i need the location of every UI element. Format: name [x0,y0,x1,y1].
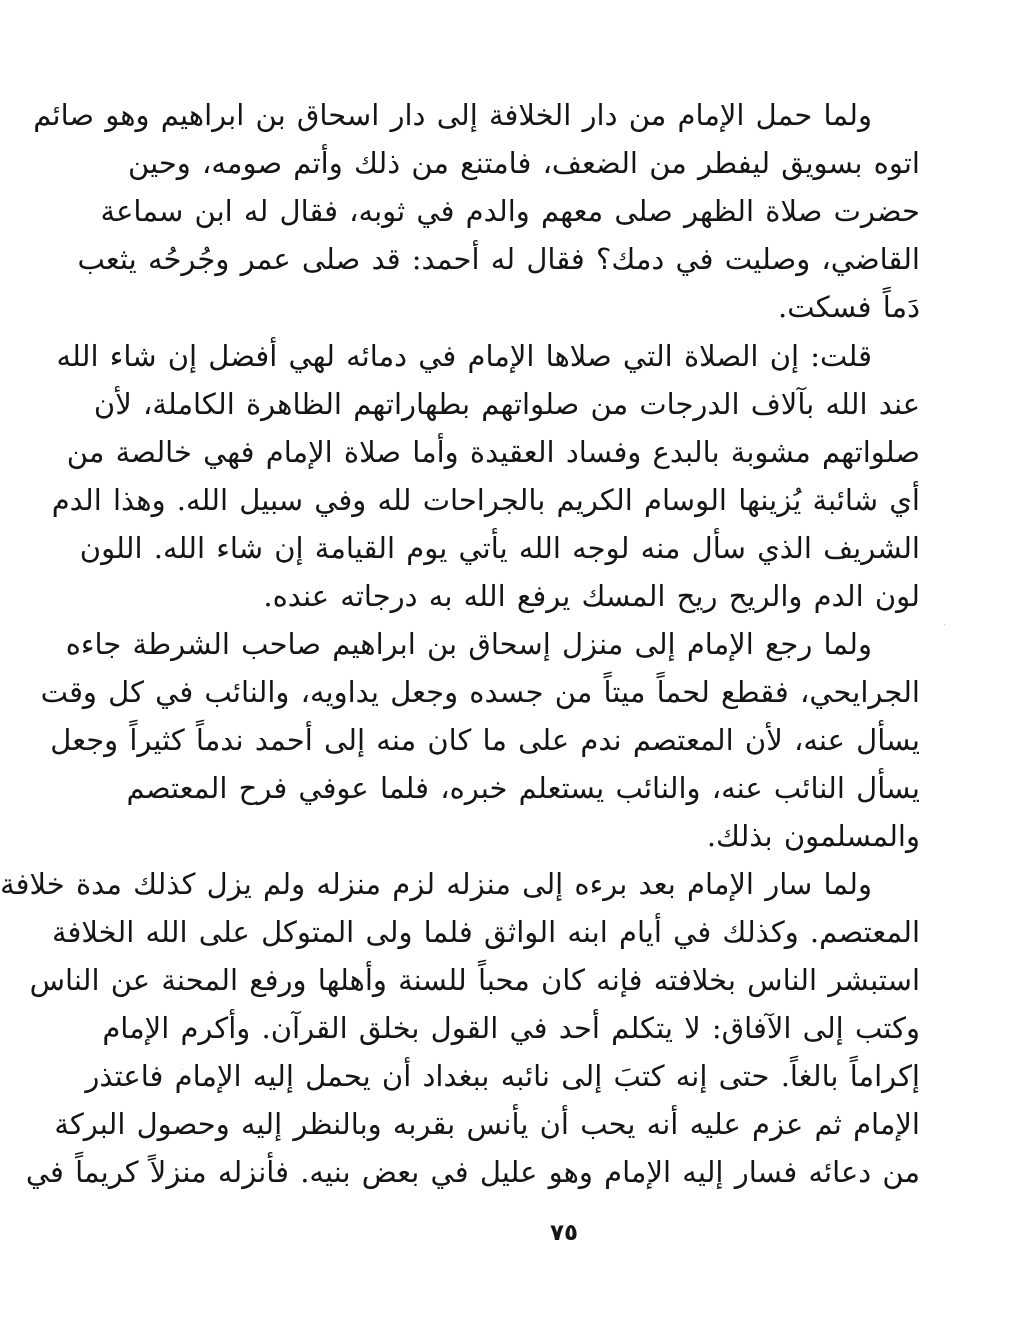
paragraph-4-line-2: المعتصم. وكذلك في أيام ابنه الواثق فلما ولى المتوكل على الله الخلافة [51,915,920,949]
page-number: ٧٥ [549,1220,579,1246]
paragraph-1-line-2: اتوه بسويق ليفطر من الضعف، فامتنع من ذلك وأتم صومه، وحين [128,146,920,180]
paragraph-1-line-3: حضرت صلاة الظهر صلى معهم والدم في ثوبه، فقال له ابن سماعة [100,194,920,228]
paragraph-3-line-1: ولما رجع الإمام إلى منزل إسحاق بن ابراهيم صاحب الشرطة جاءه [65,627,872,661]
paragraph-3-line-5: والمسلمون بذلك. [706,819,920,853]
paragraph-2-line-6: لون الدم والريح ريح المسك يرفع الله به درجاته عنده. [263,579,920,613]
paragraph-3-line-4: يسأل النائب عنه، والنائب يستعلم خبره، فلما عوفي فرح المعتصم [126,771,920,805]
paragraph-3 [40,620,920,860]
paragraph-2-line-2: عند الله بآلاف الدرجات من صلواتهم بطهاراتهم الظاهرة الكاملة، لأن [93,387,920,421]
paragraph-4 [0,860,920,1196]
paragraph-4-line-3: استبشر الناس بخلافته فإنه كان محباً للسنة وأهلها ورفع المحنة عن الناس [29,963,920,997]
paragraph-2-line-3: صلواتهم مشوبة بالبدع وفساد العقيدة وأما صلاة الإمام فهي خالصة من [66,435,920,469]
paragraph-2-line-5: الشريف الذي سأل منه لوجه الله يأتي يوم القيامة إن شاء الله. اللون [79,531,920,565]
paragraph-1-line-5: دَماً فسكت. [778,290,920,324]
paragraph-4-line-7: من دعائه فسار إليه الإمام وهو عليل في بعض بنيه. فأنزله منزلاً كريماً في [25,1155,920,1189]
paragraph-1 [33,91,920,331]
paragraph-2 [51,332,920,620]
paragraph-2-line-4: أي شائبة يُزينها الوسام الكريم بالجراحات لله وفي سبيل الله. وهذا الدم [51,483,920,517]
paragraph-1-line-1: ولما حمل الإمام من دار الخلافة إلى دار اسحاق بن ابراهيم وهو صائم [33,98,872,132]
paragraph-2-line-1: قلت: إن الصلاة التي صلاها الإمام في دمائه لهي أفضل إن شاء الله [56,339,872,373]
scan-speck [944,624,945,625]
paragraph-3-line-3: يسأل عنه، لأن المعتصم ندم على ما كان منه إلى أحمد ندماً كثيراً وجعل [50,723,920,757]
paragraph-1-line-4: القاضي، وصليت في دمك؟ فقال له أحمد: قد صلى عمر وجُرحُه يثعب [77,242,920,276]
paragraph-4-line-6: الإمام ثم عزم عليه أنه يحب أن يأنس بقربه وبالنظر إليه وحصول البركة [54,1107,920,1141]
paragraph-4-line-4: وكتب إلى الآفاق: لا يتكلم أحد في القول بخلق القرآن. وأكرم الإمام [102,1011,920,1045]
paragraph-3-line-2: الجرايحي، فقطع لحماً ميتاً من جسده وجعل يداويه، والنائب في كل وقت [40,675,920,709]
paragraph-4-line-5: إكراماً بالغاً. حتى إنه كتبَ إلى نائبه ببغداد أن يحمل إليه الإمام فاعتذر [85,1059,920,1093]
paragraph-4-line-1: ولما سار الإمام بعد برءه إلى منزله لزم منزله ولم يزل كذلك مدة خلافة [0,867,872,901]
scan-speck [182,1069,183,1070]
